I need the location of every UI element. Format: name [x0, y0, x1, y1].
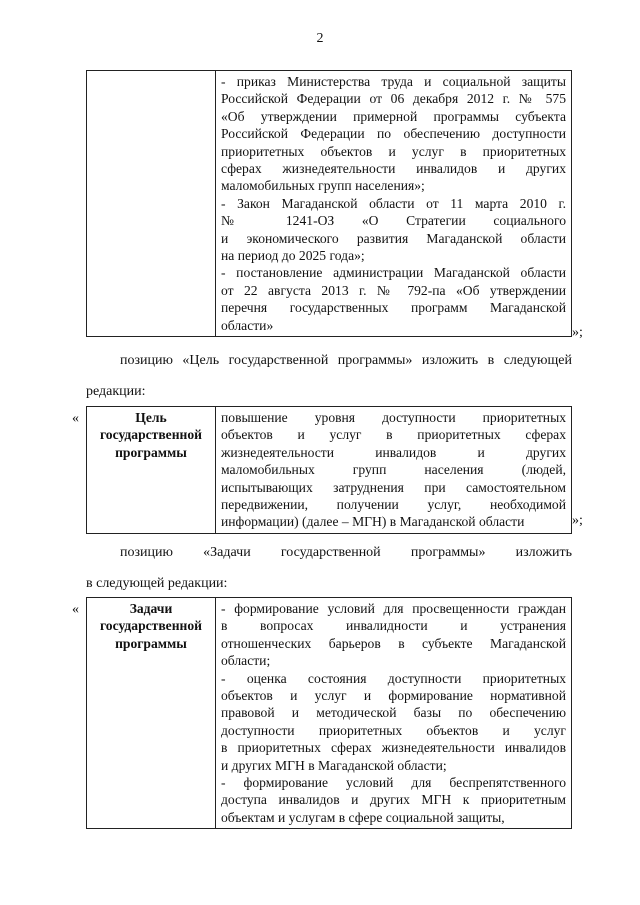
text-line: - формирование условий для беспрепятственного [221, 775, 566, 791]
text-line: испытывающих затруднения при самостоятельном [221, 479, 566, 495]
text-line: передвижении, получении услуг, необходимой [221, 497, 566, 513]
paragraph-line: редакции: [86, 384, 146, 399]
tasks-list [221, 600, 566, 826]
page-number: 2 [316, 31, 324, 46]
paragraph-line: позицию «Цель государственной программы» изложить в следующей [120, 353, 572, 368]
list-item [221, 264, 566, 334]
list-item [221, 774, 566, 826]
text-line: в вопросах инвалидности и устранения [221, 618, 566, 634]
text-line: - приказ Министерства труда и социальной защиты [221, 74, 566, 89]
text-line: отношенческих барьеров в субъекте Магаданской [221, 635, 566, 651]
text-line: Российской Федерации от 06 декабря 2012 г. № 575 [221, 91, 566, 107]
text-line: области; [221, 653, 271, 669]
text-line: Российской Федерации по обеспечению доступности [221, 126, 566, 142]
text-line: правовой и методической базы по обеспечению [221, 705, 566, 721]
tasks-text-cell [216, 598, 572, 829]
text-line: - формирование условий для просвещенности граждан [221, 601, 566, 616]
empty-label-cell [87, 71, 216, 337]
text-line: и экономического развития Магаданской области [221, 230, 566, 246]
paragraph-line: позицию «Задачи государственной программы» изложить [120, 545, 572, 560]
text-line: - Закон Магаданской области от 11 марта 2010 г. [221, 195, 566, 211]
tasks-label: Задачи государственной программы [87, 598, 216, 829]
legal-basis-list [221, 73, 566, 334]
text-line: - оценка состояния доступности приоритетных [221, 670, 566, 686]
text-line: объектов и услуг и формирование нормативной [221, 688, 566, 704]
list-item [221, 195, 566, 265]
text-line: повышение уровня доступности приоритетных [221, 410, 566, 425]
text-line: доступа инвалидов и других МГН к приоритетным [221, 792, 566, 808]
goal-label: Цель государственной программы [87, 407, 216, 534]
text-line: и других МГН в Магаданской области; [221, 757, 447, 773]
text-line: объектов и услуг в приоритетных сферах [221, 427, 566, 443]
text-line: информации) (далее – МГН) в Магаданской области [221, 514, 525, 530]
open-quote-3: « [72, 602, 79, 617]
text-line: «Об утверждении примерной программы субъекта [221, 108, 566, 124]
list-item [221, 670, 566, 774]
text-line: перечня государственных программ Магаданской [221, 300, 566, 316]
text-line: жизнедеятельности инвалидов и других [221, 444, 566, 460]
paragraph-goal-intro-cont [86, 383, 572, 400]
paragraph-tasks-intro-cont [86, 575, 572, 592]
text-line: № 1241-ОЗ «О Стратегии социального [221, 213, 566, 229]
close-quote-2: »; [572, 513, 583, 528]
text-line: в приоритетных сферах жизнедеятельности инвалидов [221, 740, 566, 756]
paragraph-tasks-intro [86, 544, 572, 561]
goal-text [221, 409, 566, 531]
paragraph-line: в следующей редакции: [86, 576, 228, 591]
text-line: - постановление администрации Магаданской области [221, 265, 566, 281]
text-line: объектам и услугам в сфере социальной защиты, [221, 809, 505, 825]
table-tasks [86, 597, 572, 829]
close-quote-1: »; [572, 325, 583, 340]
text-line: области» [221, 317, 274, 333]
paragraph-goal-intro [86, 352, 572, 369]
list-item [221, 600, 566, 670]
text-line: приоритетных объектов и услуг в приоритетных [221, 143, 566, 159]
text-line: на период до 2025 года»; [221, 248, 365, 264]
text-line: от 22 августа 2013 г. № 792-па «Об утверждении [221, 282, 566, 298]
text-line: сферах жизнедеятельности инвалидов и других [221, 161, 566, 177]
list-item [221, 73, 566, 195]
open-quote-2: « [72, 411, 79, 426]
legal-basis-cell [216, 71, 572, 337]
text-line: маломобильных групп населения (людей, [221, 462, 566, 478]
table-legal-basis [86, 70, 572, 337]
text-line: доступности приоритетных объектов и услуг [221, 722, 566, 738]
text-line: маломобильных групп населения»; [221, 178, 425, 194]
goal-text-cell [216, 407, 572, 534]
table-goal [86, 406, 572, 534]
